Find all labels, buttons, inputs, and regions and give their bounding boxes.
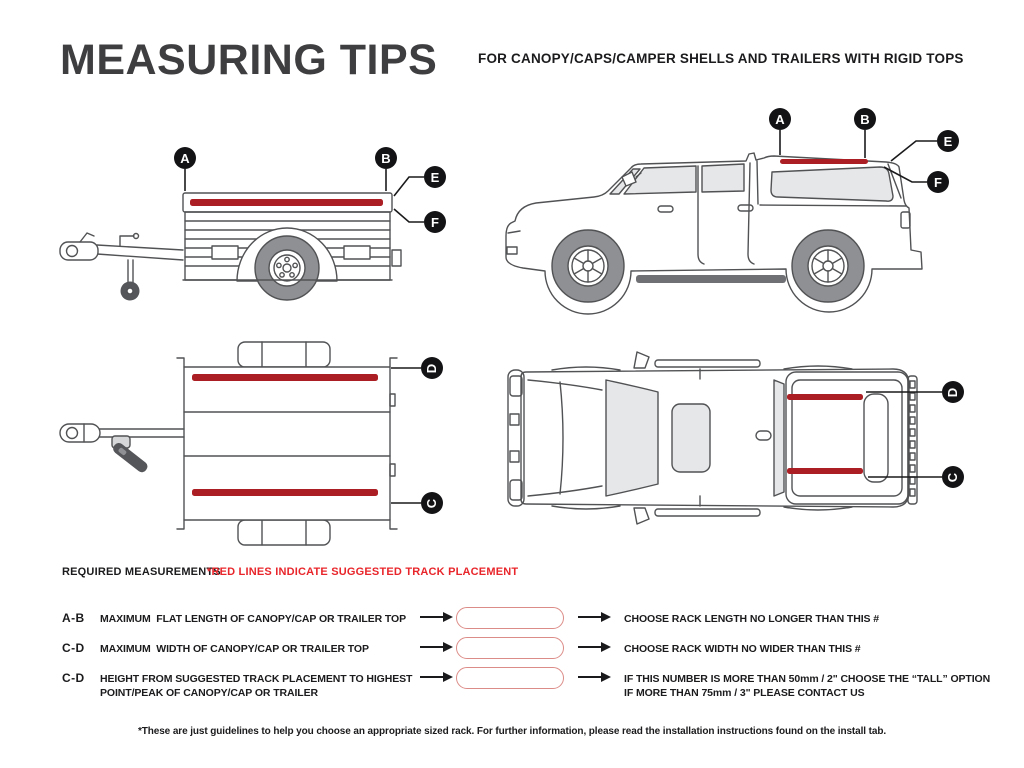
label-b-badge-truck: B xyxy=(854,108,876,130)
measurement-description: HEIGHT FROM SUGGESTED TRACK PLACEMENT TO HIGHEST POINT/PEAK OF CANOPY/CAP OR TRAILER xyxy=(100,673,413,699)
truck-side-drawing xyxy=(506,153,922,314)
sunroof xyxy=(672,404,710,472)
mirror-bottom xyxy=(634,508,649,524)
measurement-code: C-D xyxy=(62,641,85,655)
track-placement-line xyxy=(192,374,378,381)
page-subtitle: FOR CANOPY/CAPS/CAMPER SHELLS AND TRAILERS WITH RIGID TOPS xyxy=(478,51,964,66)
arrow-right-icon xyxy=(420,676,444,678)
track-placement-line xyxy=(780,159,868,164)
track-placement-line xyxy=(787,394,863,400)
track-placement-line xyxy=(192,489,378,496)
measurement-description: MAXIMUM FLAT LENGTH OF CANOPY/CAP OR TRAILER TOP xyxy=(100,613,407,625)
track-placement-line xyxy=(787,468,863,474)
arrow-right-icon xyxy=(578,676,602,678)
label-f-badge-trailer: F xyxy=(424,211,446,233)
label-e-badge-truck: E xyxy=(937,130,959,152)
trailer-side-drawing xyxy=(60,193,401,301)
label-a-badge-trailer: A xyxy=(174,147,196,169)
measurement-code: C-D xyxy=(62,671,85,685)
label-f-badge-truck: F xyxy=(927,171,949,193)
required-measurements-label: REQUIRED MEASUREMENTS xyxy=(62,566,221,578)
measurement-result: IF THIS NUMBER IS MORE THAN 50mm / 2" CHOOSE THE “TALL” OPTION IF MORE THAN 75mm / 3" PLEASE CONTACT US xyxy=(624,673,991,699)
label-d-badge-trailer-top: D xyxy=(421,357,443,379)
track-placement-line xyxy=(190,199,383,206)
label-c-badge-trailer-top: C xyxy=(421,492,443,514)
label-a-badge-truck: A xyxy=(769,108,791,130)
label-b-badge-trailer: B xyxy=(375,147,397,169)
antenna-fin xyxy=(756,431,771,440)
label-c-badge-truck-top: C xyxy=(942,466,964,488)
mirror-top xyxy=(634,352,649,368)
page-title: MEASURING TIPS xyxy=(60,36,438,84)
measurement-description: MAXIMUM WIDTH OF CANOPY/CAP OR TRAILER TOP xyxy=(100,643,369,655)
measurement-result: CHOOSE RACK WIDTH NO WIDER THAN THIS # xyxy=(624,643,861,655)
arrow-right-icon xyxy=(420,646,444,648)
label-e-badge-trailer: E xyxy=(424,166,446,188)
guidelines-footnote: *These are just guidelines to help you choose an appropriate sized rack. For further information, please read the installation instructions found on the install tab. xyxy=(137,726,887,737)
trailer-top-drawing xyxy=(60,342,397,545)
arrow-right-icon xyxy=(420,616,444,618)
label-d-badge-truck-top: D xyxy=(942,381,964,403)
measurement-result: CHOOSE RACK LENGTH NO LONGER THAN THIS # xyxy=(624,613,880,625)
measurement-input-pill xyxy=(456,667,564,689)
measurement-code: A-B xyxy=(62,611,85,625)
arrow-right-icon xyxy=(578,646,602,648)
arrow-right-icon xyxy=(578,616,602,618)
red-lines-note: *RED LINES INDICATE SUGGESTED TRACK PLACEMENT xyxy=(207,566,519,578)
measurement-input-pill xyxy=(456,607,564,629)
windshield-top xyxy=(606,380,658,496)
truck-top-drawing xyxy=(508,352,917,524)
canopy-window xyxy=(771,167,893,201)
measurement-input-pill xyxy=(456,637,564,659)
